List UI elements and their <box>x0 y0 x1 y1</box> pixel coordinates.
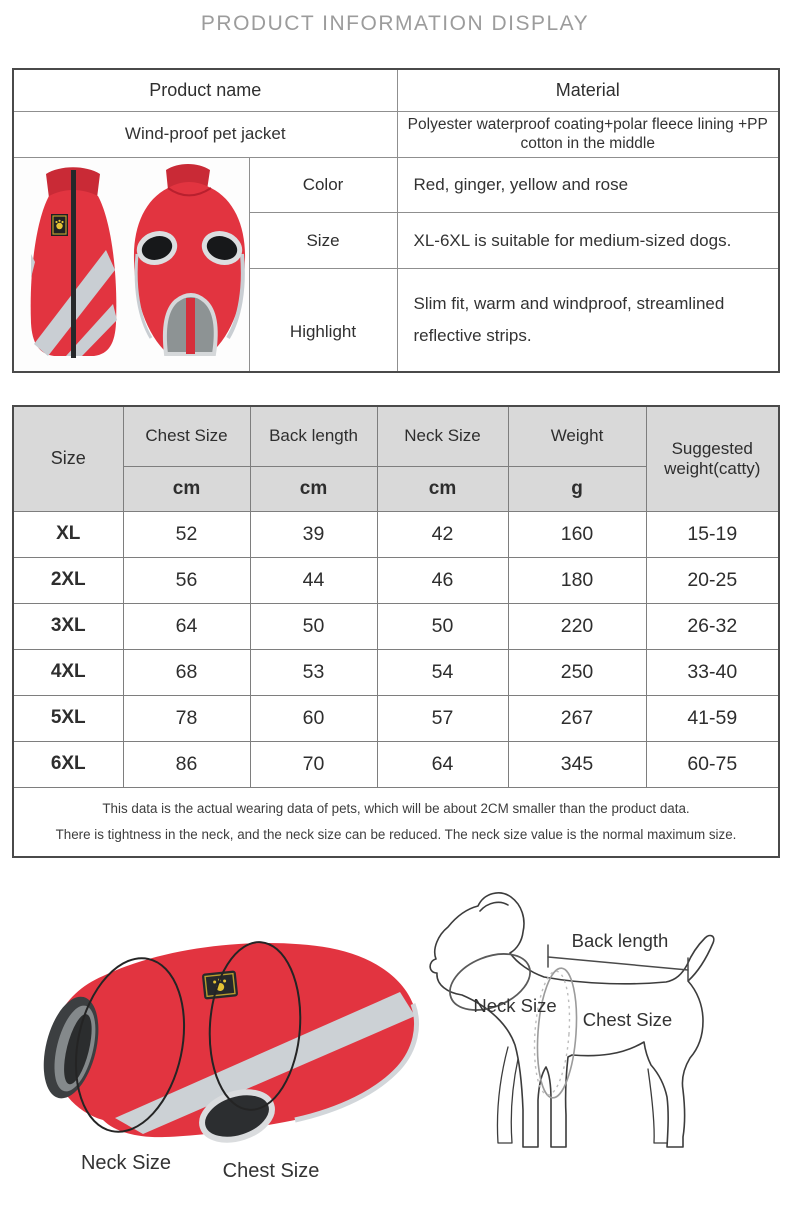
cell-size: 5XL <box>13 695 123 741</box>
cell-suggested: 15-19 <box>646 511 779 557</box>
table-row <box>13 741 779 787</box>
color-value: Red, ginger, yellow and rose <box>397 157 779 212</box>
note-line-1: This data is the actual wearing data of pets, which will be about 2CM smaller than the product data. <box>102 800 690 816</box>
cell-chest: 68 <box>123 649 250 695</box>
table-row <box>13 603 779 649</box>
cell-weight: 180 <box>508 557 646 603</box>
cell-chest: 64 <box>123 603 250 649</box>
diagram-back-length-label: Back length <box>571 930 669 951</box>
cell-size: 4XL <box>13 649 123 695</box>
note-line-2: There is tightness in the neck, and the neck size can be reduced. The neck size value is the normal maximum size. <box>55 826 737 842</box>
material-header: Material <box>397 69 779 111</box>
col-header-chest: Chest Size <box>123 406 250 466</box>
col-header-suggested: Suggested weight(catty) <box>646 406 779 511</box>
cell-back: 44 <box>250 557 377 603</box>
cell-suggested: 41-59 <box>646 695 779 741</box>
page-title: PRODUCT INFORMATION DISPLAY <box>200 12 590 35</box>
cell-weight: 250 <box>508 649 646 695</box>
cell-size: 6XL <box>13 741 123 787</box>
cell-chest: 52 <box>123 511 250 557</box>
unit-cm-neck: cm <box>377 466 508 511</box>
table-row <box>13 649 779 695</box>
brand-tag-graphic <box>202 970 239 999</box>
table-row <box>13 511 779 557</box>
diagram-chest-size-label: Chest Size <box>582 1009 673 1030</box>
photo-chest-size-label: Chest Size <box>222 1160 320 1182</box>
zipper-graphic <box>71 170 76 358</box>
material-value: Polyester waterproof coating+polar fleece lining +PP cotton in the middle <box>397 111 779 157</box>
cell-neck: 46 <box>377 557 508 603</box>
unit-cm-chest: cm <box>123 466 250 511</box>
brand-tag-graphic <box>51 214 68 236</box>
chest-measure-ring <box>531 967 581 1099</box>
product-name-header: Product name <box>13 69 397 111</box>
highlight-label: Highlight <box>249 269 397 372</box>
col-header-back: Back length <box>250 406 377 466</box>
cell-suggested: 60-75 <box>646 741 779 787</box>
cell-suggested: 20-25 <box>646 557 779 603</box>
size-label: Size <box>249 212 397 268</box>
col-header-neck: Neck Size <box>377 406 508 466</box>
cell-size: 2XL <box>13 557 123 603</box>
cell-suggested: 33-40 <box>646 649 779 695</box>
cell-neck: 50 <box>377 603 508 649</box>
product-name-value: Wind-proof pet jacket <box>13 111 397 157</box>
jacket-side-view-graphic <box>31 167 117 358</box>
cell-back: 53 <box>250 649 377 695</box>
cell-weight: 220 <box>508 603 646 649</box>
table-row <box>13 557 779 603</box>
cell-chest: 56 <box>123 557 250 603</box>
cell-back: 70 <box>250 741 377 787</box>
col-header-size: Size <box>13 406 123 511</box>
size-chart-notes <box>13 787 779 857</box>
cell-neck: 57 <box>377 695 508 741</box>
product-photo-cell <box>13 157 249 372</box>
jacket-measure-photo-graphic <box>15 930 435 1155</box>
product-info-table <box>12 68 780 373</box>
photo-neck-size-label: Neck Size <box>80 1152 172 1174</box>
cell-back: 50 <box>250 603 377 649</box>
cell-suggested: 26-32 <box>646 603 779 649</box>
cell-weight: 267 <box>508 695 646 741</box>
cell-neck: 54 <box>377 649 508 695</box>
cell-weight: 160 <box>508 511 646 557</box>
unit-g-weight: g <box>508 466 646 511</box>
cell-back: 60 <box>250 695 377 741</box>
cell-neck: 42 <box>377 511 508 557</box>
size-value: XL-6XL is suitable for medium-sized dogs. <box>397 212 779 268</box>
unit-cm-back: cm <box>250 466 377 511</box>
cell-size: XL <box>13 511 123 557</box>
highlight-value: Slim fit, warm and windproof, streamlined reflective strips. <box>397 269 779 372</box>
cell-back: 39 <box>250 511 377 557</box>
jacket-front-view-graphic <box>134 164 245 354</box>
table-row <box>13 695 779 741</box>
size-chart-table <box>12 405 780 858</box>
cell-neck: 64 <box>377 741 508 787</box>
cell-weight: 345 <box>508 741 646 787</box>
cell-size: 3XL <box>13 603 123 649</box>
col-header-weight: Weight <box>508 406 646 466</box>
diagram-neck-size-label: Neck Size <box>473 995 557 1016</box>
cell-chest: 86 <box>123 741 250 787</box>
product-photo-graphic <box>14 158 250 366</box>
cell-chest: 78 <box>123 695 250 741</box>
color-label: Color <box>249 157 397 212</box>
